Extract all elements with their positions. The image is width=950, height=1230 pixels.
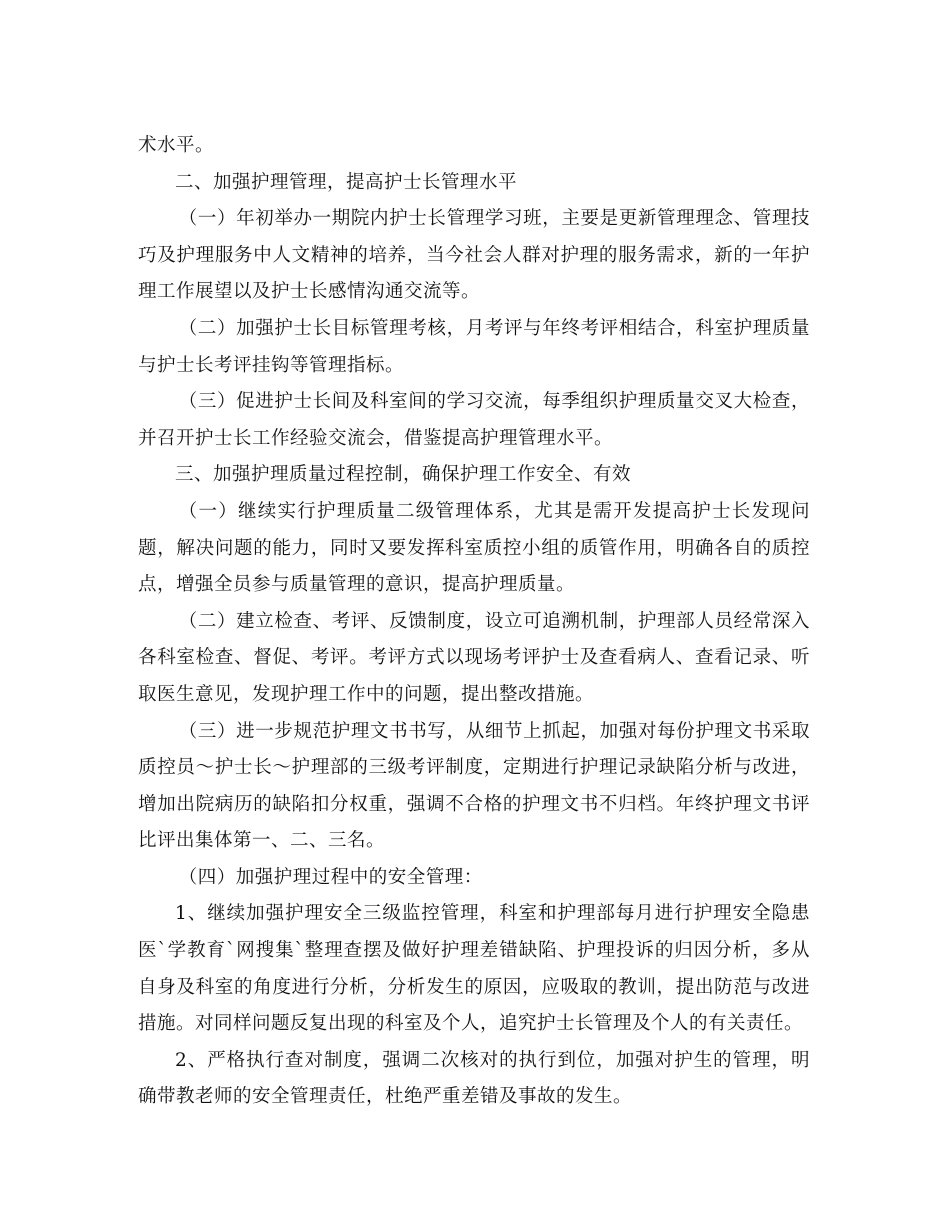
paragraph-2-3: （三）促进护士长间及科室间的学习交流，每季组织护理质量交叉大检查，并召开护士长工作经验交流会，借鉴提高护理管理水平。: [138, 391, 810, 449]
paragraph-2-1: （一）年初举办一期院内护士长管理学习班，主要是更新管理理念、管理技巧及护理服务中人文精神的培养，当今社会人群对护理的服务需求，新的一年护理工作展望以及护士长感情沟通交流等。: [138, 208, 810, 303]
document-body: [138, 128, 810, 1116]
paragraph-3-4-item-2: 2、严格执行查对制度，强调二次核对的执行到位，加强对护生的管理，明确带教老师的安全管理责任，杜绝严重差错及事故的发生。: [138, 1049, 810, 1108]
paragraph-3-2: （二）建立检查、考评、反馈制度，设立可追溯机制，护理部人员经常深入各科室检查、督促、考评。考评方式以现场考评护士及查看病人、查看记录、听取医生意见，发现护理工作中的问题，提出整改措施。: [138, 610, 810, 705]
paragraph-continuation: 术水平。: [138, 135, 215, 156]
section-heading-3: 三、加强护理质量过程控制，确保护理工作安全、有效: [175, 464, 632, 486]
paragraph-2-2: （二）加强护士长目标管理考核，月考评与年终考评相结合，科室护理质量与护士长考评挂钩等管理指标。: [138, 317, 810, 376]
paragraph-3-3: （三）进一步规范护理文书书写，从细节上抓起，加强对每份护理文书采取质控员～护士长～护理部的三级考评制度，定期进行护理记录缺陷分析与改进，增加出院病历的缺陷扣分权重，强调不合格的护理文书不归档。年终护理文书评比评出集体第一、二、三名。: [138, 720, 810, 852]
paragraph-3-4: （四）加强护理过程中的安全管理：: [178, 866, 483, 888]
section-heading-2: 二、加强护理管理，提高护士长管理水平: [175, 171, 518, 193]
paragraph-3-4-item-1: 1、继续加强护理安全三级监控管理，科室和护理部每月进行护理安全隐患医`学教育`网搜集`整理查摆及做好护理差错缺陷、护理投诉的归因分析，多从自身及科室的角度进行分析，分析发生的原因，应吸取的教训，提出防范与改进措施。对同样问题反复出现的科室及个人，追究护士长管理及个人的有关责任。: [138, 903, 810, 1035]
paragraph-3-1: （一）继续实行护理质量二级管理体系，尤其是需开发提高护士长发现问题，解决问题的能力，同时又要发挥科室质控小组的质管作用，明确各自的质控点，增强全员参与质量管理的意识，提高护理质量。: [138, 500, 810, 596]
